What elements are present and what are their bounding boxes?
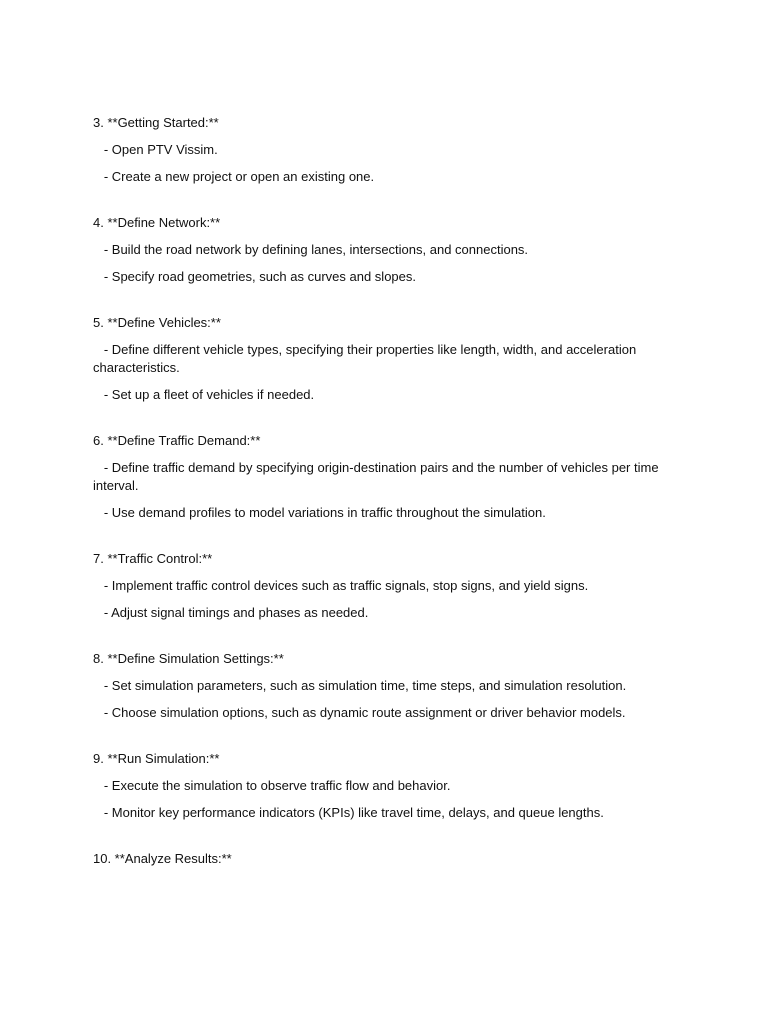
bullet-item: - Set simulation parameters, such as simulation time, time steps, and simulation resolution.: [93, 678, 627, 693]
bullet-item: - Monitor key performance indicators (KPIs) like travel time, delays, and queue lengths.: [93, 805, 604, 820]
bullet-item: - Use demand profiles to model variations in traffic throughout the simulation.: [93, 505, 546, 520]
section-define-traffic-demand: [93, 432, 673, 522]
section-getting-started: [93, 114, 673, 186]
section-heading: 3. **Getting Started:**: [93, 115, 219, 130]
bullet-item: - Define traffic demand by specifying origin-destination pairs and the number of vehicles per time interval.: [93, 460, 663, 493]
section-run-simulation: [93, 750, 673, 822]
bullet-item: - Specify road geometries, such as curves and slopes.: [93, 269, 416, 284]
bullet-item: - Create a new project or open an existing one.: [93, 169, 375, 184]
bullet-item: - Build the road network by defining lanes, intersections, and connections.: [93, 242, 529, 257]
section-heading: 9. **Run Simulation:**: [93, 751, 220, 766]
bullet-item: - Define different vehicle types, specifying their properties like length, width, and acceleration characteristics.: [93, 342, 640, 375]
bullet-item: - Open PTV Vissim.: [93, 142, 218, 157]
bullet-item: - Set up a fleet of vehicles if needed.: [93, 387, 315, 402]
bullet-item: - Execute the simulation to observe traffic flow and behavior.: [93, 778, 451, 793]
section-define-simulation-settings: [93, 650, 673, 722]
section-traffic-control: [93, 550, 673, 622]
section-heading: 5. **Define Vehicles:**: [93, 315, 221, 330]
section-heading: 4. **Define Network:**: [93, 215, 221, 230]
section-define-vehicles: [93, 314, 673, 404]
section-heading: 6. **Define Traffic Demand:**: [93, 433, 261, 448]
section-define-network: [93, 214, 673, 286]
section-heading: 8. **Define Simulation Settings:**: [93, 651, 284, 666]
bullet-item: - Adjust signal timings and phases as needed.: [93, 605, 369, 620]
section-analyze-results: [93, 850, 673, 868]
section-heading: 10. **Analyze Results:**: [93, 851, 232, 866]
bullet-item: - Implement traffic control devices such as traffic signals, stop signs, and yield signs.: [93, 578, 589, 593]
document-content: [93, 114, 673, 877]
section-heading: 7. **Traffic Control:**: [93, 551, 213, 566]
bullet-item: - Choose simulation options, such as dynamic route assignment or driver behavior models.: [93, 705, 626, 720]
